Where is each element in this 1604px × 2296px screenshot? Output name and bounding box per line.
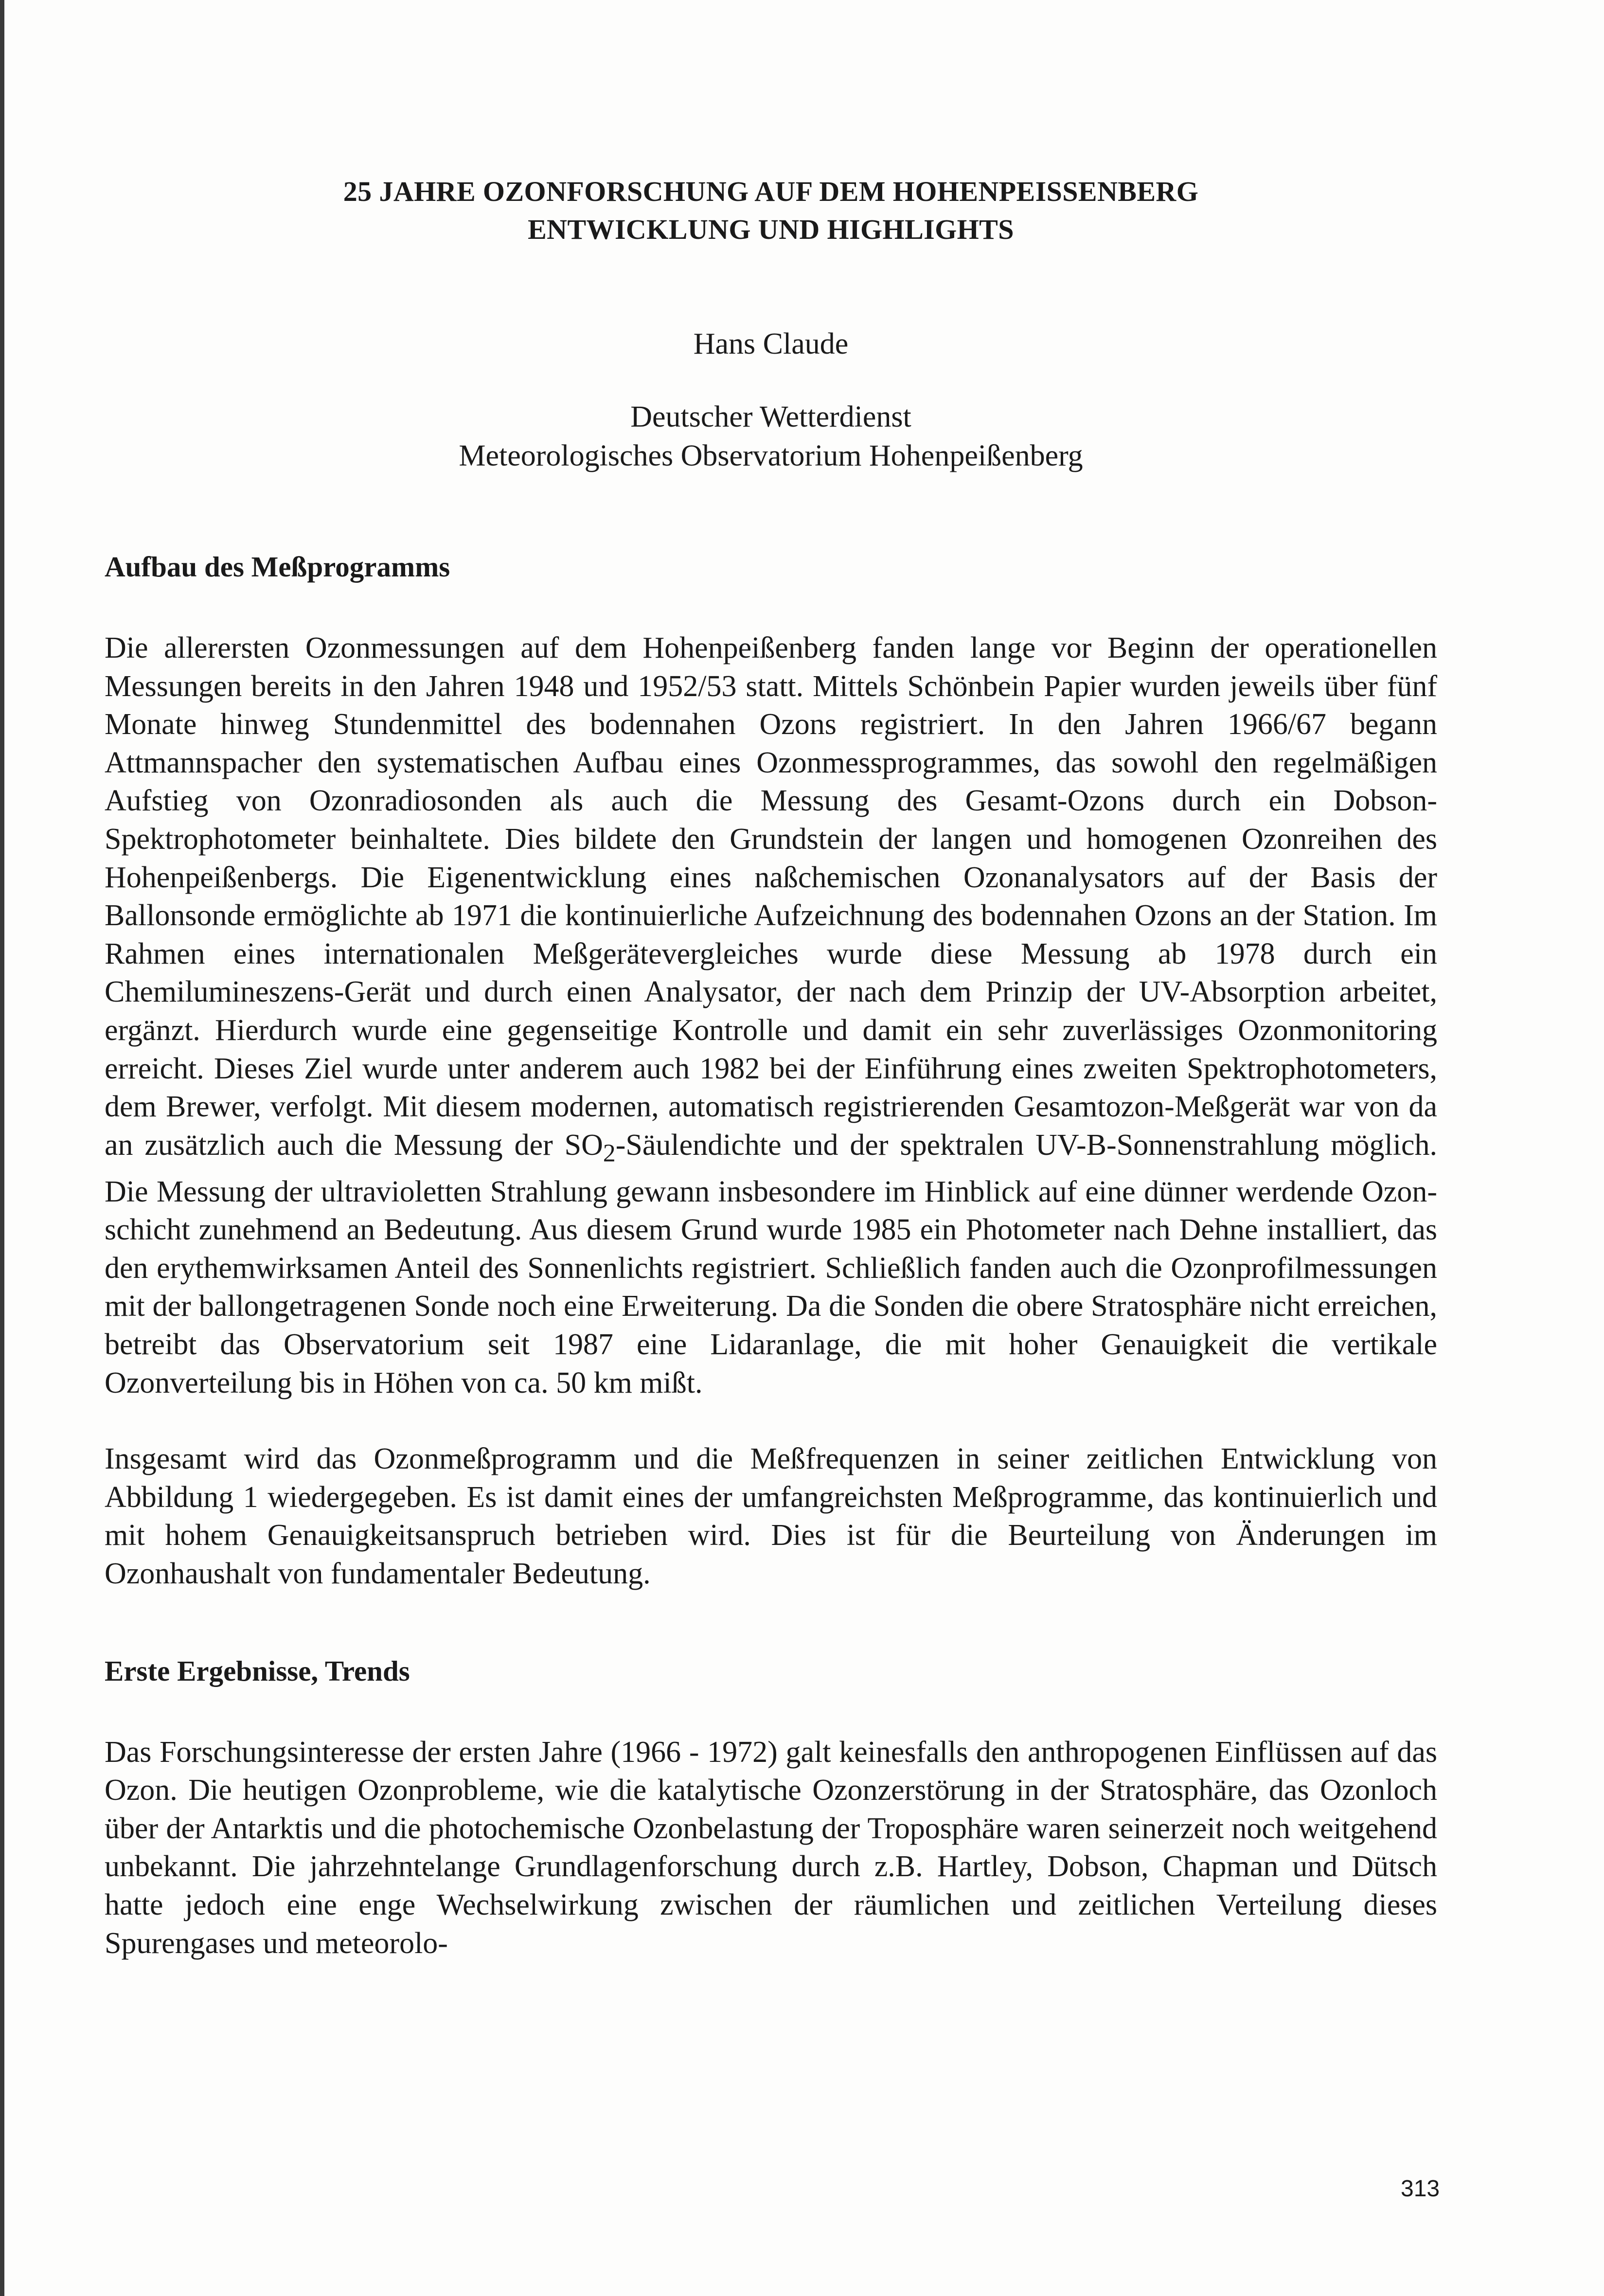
scan-edge-shadow [0,0,4,2296]
page-number: 313 [1401,2176,1440,2202]
paragraph-text: Die allerersten Ozonmessungen auf dem Hohenpeißenberg fanden lange vor Beginn der operationellen Messungen bereits in den Jahren 1948 und 1952/53 statt. Mittels Schönbein Papier wurden jeweils über fünf Monate hinweg Stundenmittel des bodennahen Ozons registriert. In den Jahren 1966/67 begann Attmannspacher den systematischen Aufbau eines Ozonmessprogrammes, das sowohl den regelmäßigen Aufstieg von Ozonradiosonden als auch die Messung des Gesamt-Ozons durch ein Dobson-Spektrophotometer beinhaltete. Dies bildete den Grundstein der langen und homogenen Ozonreihen des Hohenpeißenbergs. Die Eigenentwicklung eines naßchemischen Ozonanalysators auf der Basis der Ballonsonde ermöglichte ab 1971 die kontinuierliche Aufzeichnung des bodennahen Ozons an der Station. Im Rahmen eines internationalen Meßgerätevergleiches wurde diese Messung ab 1978 durch ein Chemilumineszens-Gerät und durch einen Analysator, der nach dem Prinzip der UV-Absorption arbeitet, ergänzt. Hierdurch wurde eine gegenseitige Kontrolle und damit ein sehr zuverlässiges Ozonmonitoring erreicht. Dieses Ziel wurde unter anderem auch 1982 bei der Einführung eines zweiten Spektrophotometers, dem Brewer, verfolgt. Mit diesem modernen, automatisch registrierenden Gesamtozon-Meßgerät war von da an zusätzlich auch die Messung der SO [105,631,1437,1162]
article-title-line-2: ENTWICKLUNG UND HIGHLIGHTS [528,214,1014,245]
section-heading-aufbau: Aufbau des Meßprogramms [105,551,450,583]
author-name: Hans Claude [693,327,849,360]
paragraph-text: -Säulendichte und der spektralen UV-B-Sonnenstrahlung möglich. Die Messung der ultravioletten Strahlung gewann insbesondere im Hinblick auf eine dünner werdende Ozonschicht zunehmend an Bedeutung. Aus diesem Grund wurde 1985 ein Photometer nach Dehne installiert, das den erythemwirksamen Anteil des Sonnenlichts registriert. Schließlich fanden auch die Ozonprofilmessungen mit der ballongetragenen Sonde noch eine Erweiterung. Da die Sonden die obere Stratosphäre nicht erreichen, betreibt das Observatorium seit 1987 eine Lidaranlage, die mit hoher Genauigkeit die vertikale Ozonverteilung bis in Höhen von ca. 50 km mißt. [105,1128,1437,1399]
article-body [105,547,1437,1962]
paragraph-ergebnisse-1: Das Forschungsinteresse der ersten Jahre (1966 - 1972) galt keinesfalls den anthropogenen Einflüssen auf das Ozon. Die heutigen Ozonprobleme, wie die katalytische Ozonzerstörung in der Stratosphäre, das Ozonloch über der Antarktis und die photochemische Ozonbelastung der Troposphäre waren seinerzeit noch weitgehend unbekannt. Die jahrzehntelange Grundlagenforschung durch z.B. Hartley, Dobson, Chapman und Dütsch hatte jedoch eine enge Wechselwirkung zwischen der räumlichen und zeitlichen Verteilung dieses Spurengases und meteorolo- [105,1735,1437,1960]
subscript-2: 2 [603,1139,616,1167]
affiliation-line-2: Meteorologisches Observatorium Hohenpeißenberg [459,439,1083,472]
paragraph-aufbau-2: Insgesamt wird das Ozonmeßprogramm und die Meßfrequenzen in seiner zeitlichen Entwicklung von Abbildung 1 wiedergegeben. Es ist damit eines der umfangreichsten Meßprogramme, das kontinuierlich und mit hohem Genauigkeitsanspruch betrieben wird. Dies ist für die Beurteilung von Änderungen im Ozonhaushalt von fundamentaler Bedeutung. [105,1442,1437,1591]
article-header [105,173,1437,475]
article-title-line-1: 25 JAHRE OZONFORSCHUNG AUF DEM HOHENPEISSENBERG [343,176,1199,207]
paragraph-aufbau-1 [105,629,1437,1402]
affiliation-line-1: Deutscher Wetterdienst [630,400,911,433]
section-heading-ergebnisse: Erste Ergebnisse, Trends [105,1654,410,1687]
